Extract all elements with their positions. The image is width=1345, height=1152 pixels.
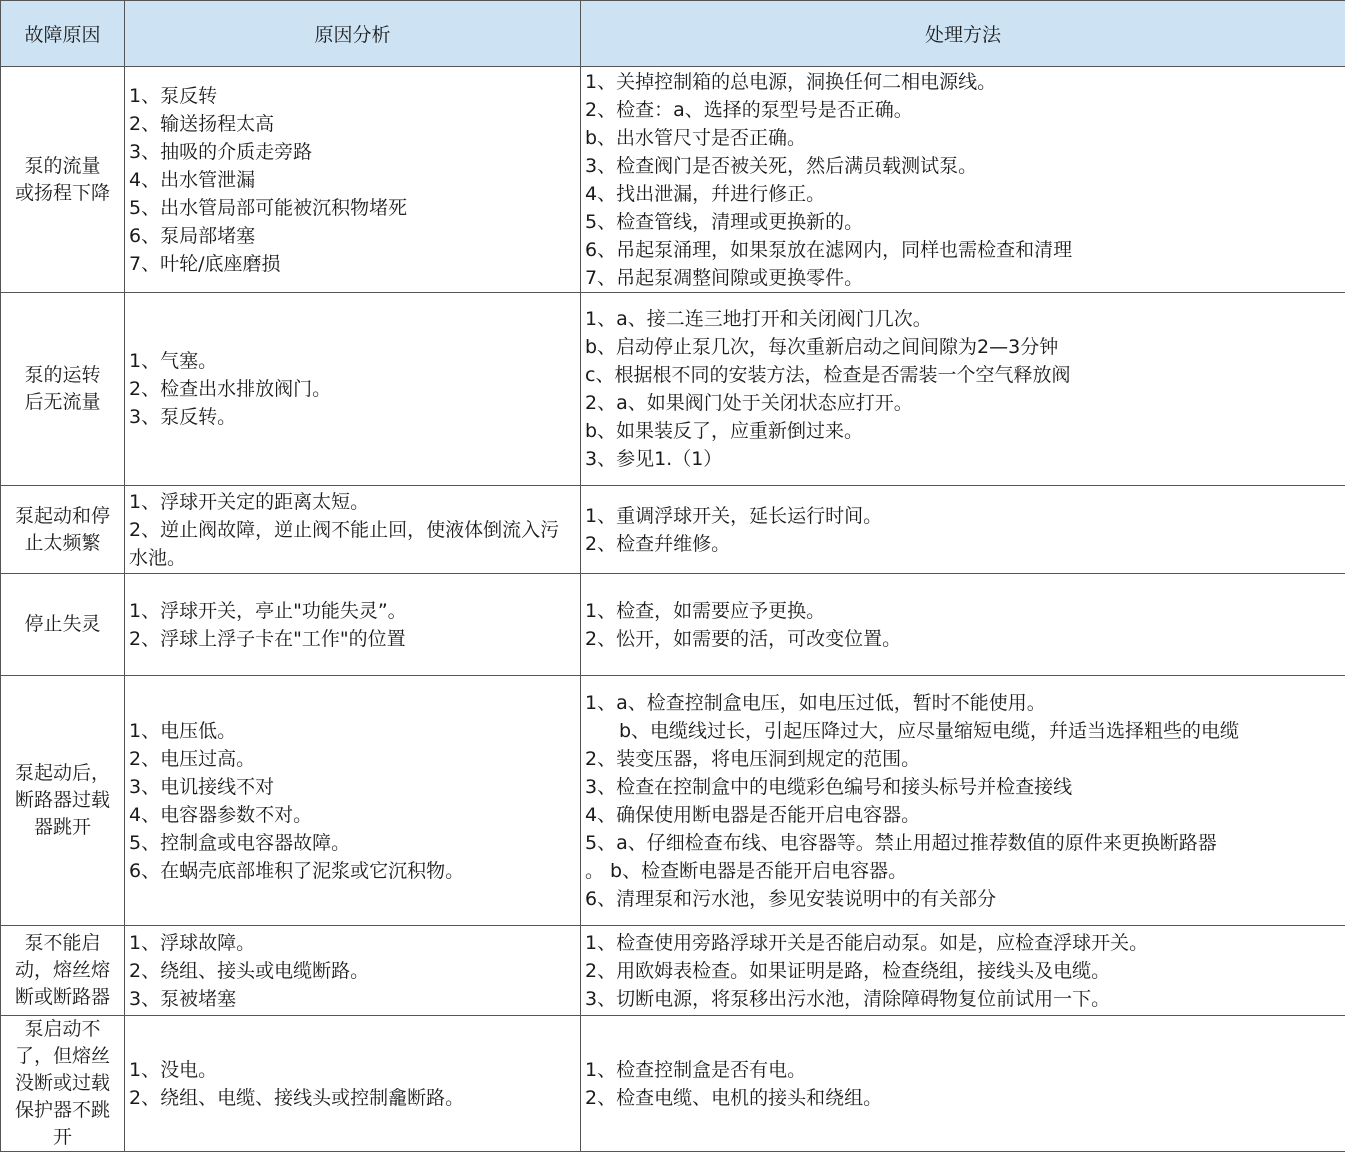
method-line: b、出水管尺寸是否正确。 <box>585 124 1341 152</box>
fault-cause-cell <box>1 293 125 486</box>
table-row <box>1 486 1345 574</box>
analysis-line: 1、浮球开关定的距离太短。 <box>129 488 576 516</box>
analysis-line: 2、输送扬程太高 <box>129 110 576 138</box>
analysis-line: 1、没电。 <box>129 1056 576 1084</box>
method-line: 3、参见1.（1） <box>585 445 1341 473</box>
analysis-line: 5、出水管局部可能被沉积物堵死 <box>129 194 576 222</box>
analysis-line: 2、绕组、电缆、接线头或控制龕断路。 <box>129 1084 576 1112</box>
method-line: 1、关掉控制箱的总电源，洞换任何二相电源线。 <box>585 68 1341 96</box>
cause-line: 动，熔丝熔 <box>5 957 120 984</box>
cause-line: 开 <box>5 1124 120 1151</box>
analysis-line: 1、浮球开关，亭止"功能失灵”。 <box>129 597 576 625</box>
analysis-cell <box>125 67 581 293</box>
method-line: 1、a、接二连三地打开和关闭阀门几次。 <box>585 305 1341 333</box>
analysis-line: 2、电压过高。 <box>129 745 576 773</box>
method-line: 4、找出泄漏，幷进行修正。 <box>585 180 1341 208</box>
cause-line: 泵起动后， <box>5 760 120 787</box>
method-line: 6、清理泵和污水池，参见安装说明中的有关部分 <box>585 885 1341 913</box>
method-line: 2、检查电缆、电机的接头和绕组。 <box>585 1084 1341 1112</box>
method-line: 5、检查管线，清理或更换新的。 <box>585 208 1341 236</box>
cause-line: 停止失灵 <box>5 611 120 638</box>
analysis-line: 2、检查出水排放阀门。 <box>129 375 576 403</box>
analysis-line: 1、浮球故障。 <box>129 929 576 957</box>
analysis-line: 6、泵局部堵塞 <box>129 222 576 250</box>
analysis-line: 3、泵反转。 <box>129 403 576 431</box>
analysis-cell <box>125 293 581 486</box>
method-cell <box>581 293 1345 486</box>
analysis-line: 6、在蜗壳底部堆积了泥浆或它沉积物。 <box>129 857 576 885</box>
table-row <box>1 1016 1345 1152</box>
analysis-line: 5、控制盒或电容器故障。 <box>129 829 576 857</box>
method-line: 2、用欧姆表检查。如果证明是路，检查绕组，接线头及电缆。 <box>585 957 1341 985</box>
analysis-cell <box>125 574 581 676</box>
method-line: 3、检查在控制盒中的电缆彩色编号和接头标号并检查接线 <box>585 773 1341 801</box>
fault-cause-cell <box>1 1016 125 1152</box>
method-line: 2、忪开，如需要的活，可改变位置。 <box>585 625 1341 653</box>
method-line: 1、检查控制盒是否有电。 <box>585 1056 1341 1084</box>
method-line: b、电缆线过长，引起压降过大，应尽量缩短电缆，幷适当选择粗些的电缆 <box>585 717 1341 745</box>
analysis-cell <box>125 486 581 574</box>
header-method: 处理方法 <box>581 1 1345 67</box>
cause-line: 泵不能启 <box>5 930 120 957</box>
method-line: 2、检查：a、选择的泵型号是否正确。 <box>585 96 1341 124</box>
analysis-line: 4、电容器参数不对。 <box>129 801 576 829</box>
method-cell <box>581 67 1345 293</box>
analysis-line: 3、抽吸的介质走旁路 <box>129 138 576 166</box>
table-row <box>1 676 1345 926</box>
method-line: 1、检查，如需要应予更换。 <box>585 597 1341 625</box>
analysis-line: 1、泵反转 <box>129 82 576 110</box>
cause-line: 或扬程下降 <box>5 180 120 207</box>
analysis-cell <box>125 1016 581 1152</box>
method-line: 。 b、检查断电器是否能开启电容器。 <box>585 857 1341 885</box>
method-cell <box>581 926 1345 1016</box>
analysis-line: 3、电讥接线不对 <box>129 773 576 801</box>
table-row <box>1 293 1345 486</box>
analysis-line: 2、逆止阀故障，逆止阀不能止回，使液体倒流入污水池。 <box>129 516 576 572</box>
cause-line: 没断或过载 <box>5 1070 120 1097</box>
fault-cause-cell <box>1 574 125 676</box>
method-line: 2、装变压器，将电压洞到规定的范围。 <box>585 745 1341 773</box>
header-row <box>1 1 1345 67</box>
method-line: 1、重调浮球开关，延长运行时间。 <box>585 502 1341 530</box>
cause-line: 断路器过载 <box>5 787 120 814</box>
fault-cause-cell <box>1 926 125 1016</box>
cause-line: 泵启动不 <box>5 1016 120 1043</box>
cause-line: 泵的运转 <box>5 362 120 389</box>
method-line: 7、吊起泵凋整间隙或更换零件。 <box>585 264 1341 292</box>
method-line: c、根据根不同的安装方法，检查是否需装一个空气释放阀 <box>585 361 1341 389</box>
cause-line: 泵的流量 <box>5 153 120 180</box>
analysis-cell <box>125 926 581 1016</box>
method-cell <box>581 676 1345 926</box>
method-line: 3、切断电源，将泵移出污水池，清除障碍物复位前试用一下。 <box>585 985 1341 1013</box>
analysis-line: 3、泵被堵塞 <box>129 985 576 1013</box>
table-row <box>1 574 1345 676</box>
analysis-line: 2、绕组、接头或电缆断路。 <box>129 957 576 985</box>
fault-cause-cell <box>1 67 125 293</box>
cause-line: 断或断路器 <box>5 984 120 1011</box>
method-line: 6、吊起泵涌理，如果泵放在滤网内，同样也需检查和清理 <box>585 236 1341 264</box>
cause-line: 保护器不跳 <box>5 1097 120 1124</box>
method-line: 3、检查阀门是否被关死，然后满员载测试泵。 <box>585 152 1341 180</box>
method-line: 5、a、仔细检查布线、电容器等。禁止用超过推荐数值的原件来更换断路器 <box>585 829 1341 857</box>
cause-line: 后无流量 <box>5 389 120 416</box>
method-cell <box>581 1016 1345 1152</box>
analysis-line: 4、出水管泄漏 <box>129 166 576 194</box>
method-line: 1、检查使用旁路浮球开关是否能启动泵。如是，应检查浮球开关。 <box>585 929 1341 957</box>
method-cell <box>581 486 1345 574</box>
analysis-line: 2、浮球上浮子卡在"工作"的位置 <box>129 625 576 653</box>
method-line: 2、检查幷维修。 <box>585 530 1341 558</box>
header-cause: 故障原因 <box>1 1 125 67</box>
table-row <box>1 926 1345 1016</box>
cause-line: 止太频繁 <box>5 530 120 557</box>
cause-line: 泵起动和停 <box>5 503 120 530</box>
analysis-line: 1、气塞。 <box>129 347 576 375</box>
method-line: 1、a、检查控制盒电压，如电压过低，暂时不能使用。 <box>585 689 1341 717</box>
cause-line: 器跳开 <box>5 814 120 841</box>
fault-cause-cell <box>1 676 125 926</box>
method-line: b、如果装反了，应重新倒过来。 <box>585 417 1341 445</box>
table-row <box>1 67 1345 293</box>
method-cell <box>581 574 1345 676</box>
method-line: 4、确保使用断电器是否能开启电容器。 <box>585 801 1341 829</box>
method-line: b、启动停止泵几次，每次重新启动之间间隙为2—3分钟 <box>585 333 1341 361</box>
analysis-line: 1、电压低。 <box>129 717 576 745</box>
fault-cause-cell <box>1 486 125 574</box>
header-analysis: 原因分析 <box>125 1 581 67</box>
analysis-cell <box>125 676 581 926</box>
method-line: 2、a、如果阀门处于关闭状态应打开。 <box>585 389 1341 417</box>
analysis-line: 7、叶轮/底座磨损 <box>129 250 576 278</box>
cause-line: 了，但熔丝 <box>5 1043 120 1070</box>
